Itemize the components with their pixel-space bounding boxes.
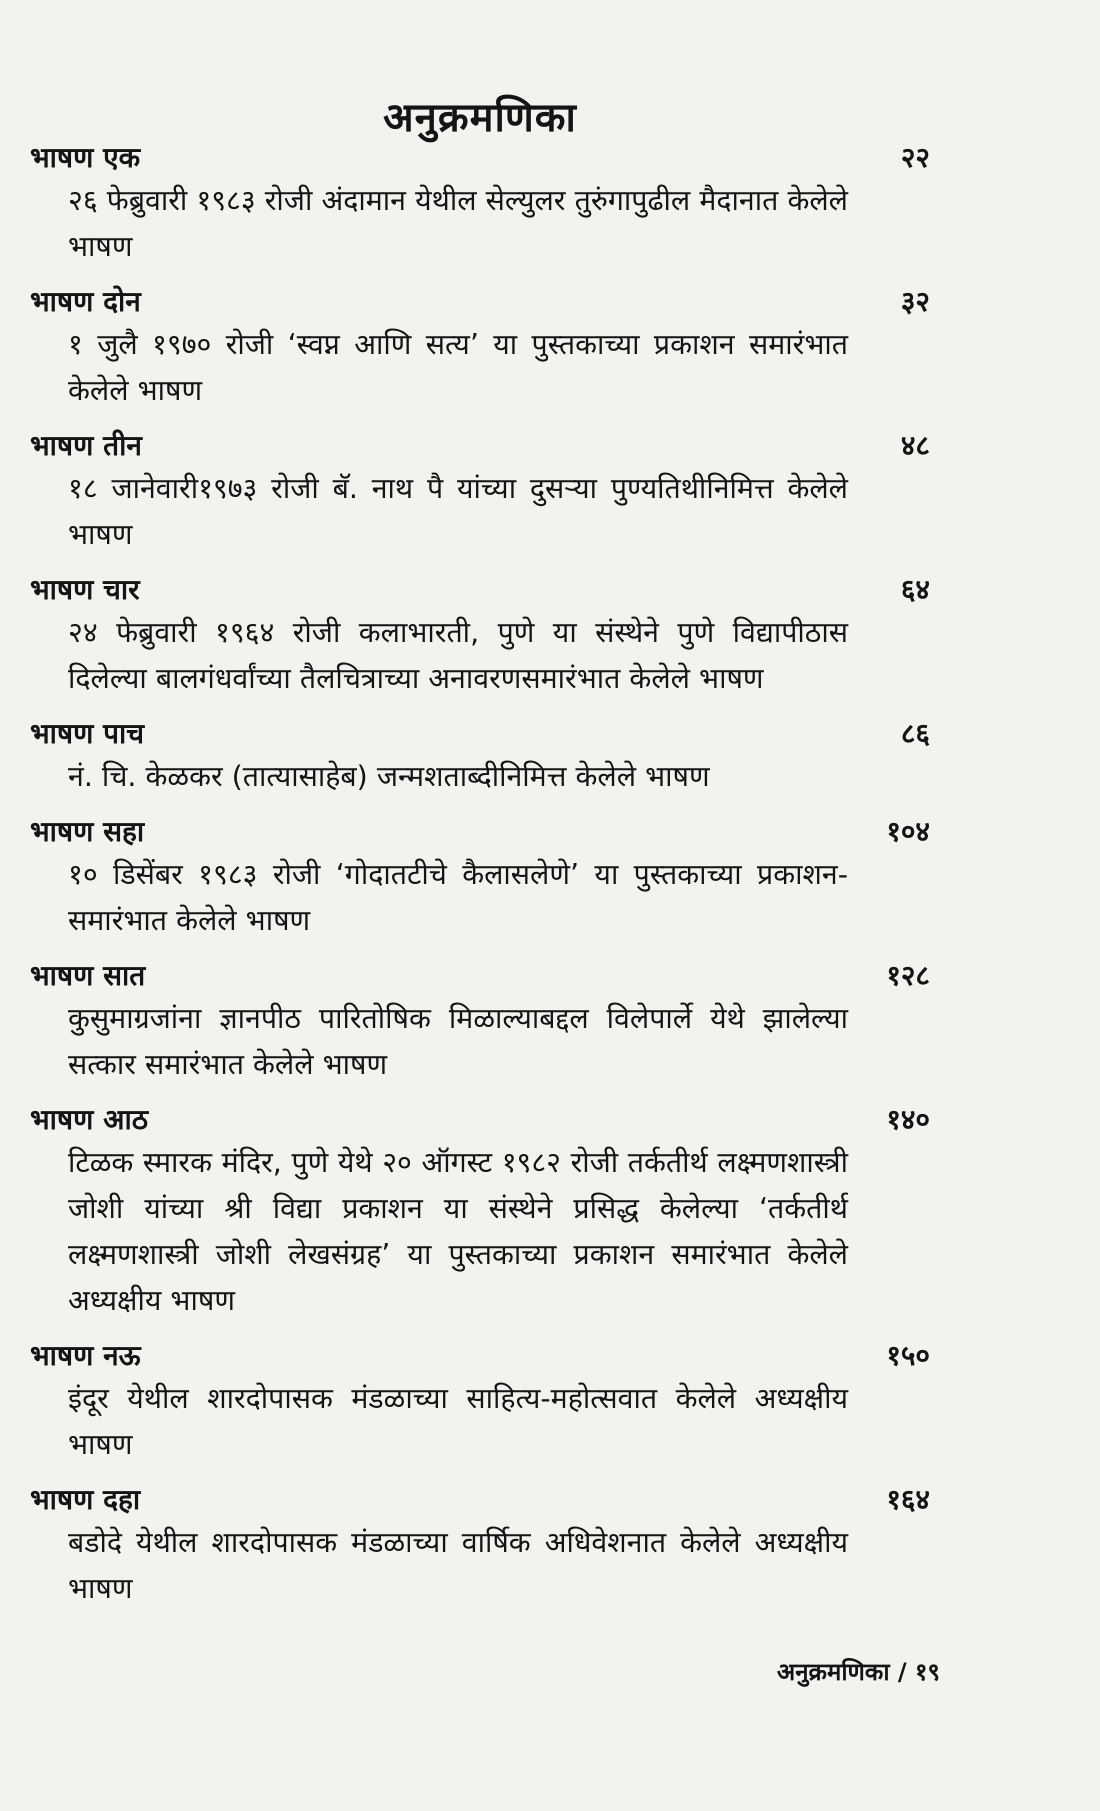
- entry-page-number: १०४: [886, 815, 930, 848]
- toc-entry: [30, 1336, 930, 1468]
- entry-label: भाषण दहा: [30, 1483, 141, 1516]
- entry-label: भाषण चार: [30, 573, 140, 606]
- toc-entry: [30, 570, 930, 702]
- entry-description: इंदूर येथील शारदोपासक मंडळाच्या साहित्य-महोत्सवात केलेले अध्यक्षीय भाषण: [68, 1382, 848, 1461]
- entry-label: भाषण सात: [30, 959, 146, 992]
- entry-page-number: १२८: [886, 959, 930, 992]
- entry-description: १० डिसेंबर १९८३ रोजी ‘गोदातटीचे कैलासलेणे’ या पुस्तकाच्या प्रकाशन-समारंभात केलेले भाषण: [68, 858, 848, 937]
- entry-description: टिळक स्मारक मंदिर, पुणे येथे २० ऑगस्ट १९८२ रोजी तर्कतीर्थ लक्ष्मणशास्त्री जोशी यांच्या श्री विद्या प्रकाशन या संस्थेने प्रसिद्ध केलेल्या ‘तर्कतीर्थ लक्ष्मणशास्त्री जोशी लेखसंग्रह’ या पुस्तकाच्या प्रकाशन समारंभात केलेले अध्यक्षीय भाषण: [68, 1146, 848, 1317]
- page-title: अनुक्रमणिका: [383, 95, 577, 141]
- entry-page-number: १६४: [886, 1483, 930, 1516]
- entry-description: १ जुलै १९७० रोजी ‘स्वप्न आणि सत्य’ या पुस्तकाच्या प्रकाशन समारंभात केलेले भाषण: [68, 328, 848, 407]
- entry-label: भाषण दोन: [30, 285, 141, 318]
- toc-entry: [30, 812, 930, 944]
- entry-page-number: २२: [900, 141, 930, 174]
- entry-description: २६ फेब्रुवारी १९८३ रोजी अंदामान येथील सेल्युलर तुरुंगापुढील मैदानात केलेले भाषण: [68, 184, 848, 263]
- entry-page-number: १४०: [886, 1103, 930, 1136]
- entry-label: भाषण सहा: [30, 815, 145, 848]
- entry-page-number: ६४: [900, 573, 930, 606]
- toc-entry: [30, 1100, 930, 1324]
- entry-description: २४ फेब्रुवारी १९६४ रोजी कलाभारती, पुणे या संस्थेने पुणे विद्यापीठास दिलेल्या बालगंधर्वांच्या तैलचित्राच्या अनावरणसमारंभात केलेले भाषण: [68, 616, 848, 695]
- toc-entry: [30, 956, 930, 1088]
- entry-label: भाषण तीन: [30, 429, 142, 462]
- entry-description: बडोदे येथील शारदोपासक मंडळाच्या वार्षिक अधिवेशनात केलेले अध्यक्षीय भाषण: [68, 1526, 848, 1605]
- toc-entry: [30, 1480, 930, 1612]
- entry-page-number: ४८: [900, 429, 930, 462]
- entry-description: नं. चि. केळकर (तात्यासाहेब) जन्मशताब्दीनिमित्त केलेले भाषण: [68, 760, 710, 793]
- toc-entry: [30, 426, 930, 558]
- entry-page-number: ८६: [900, 717, 930, 750]
- entry-page-number: १५०: [886, 1339, 930, 1372]
- toc-entry: [30, 714, 930, 800]
- entry-description: १८ जानेवारी१९७३ रोजी बॅ. नाथ पै यांच्या दुसऱ्या पुण्यतिथीनिमित्त केलेले भाषण: [68, 472, 848, 551]
- toc-entry: [30, 138, 930, 270]
- running-footer: अनुक्रमणिका / १९: [776, 1658, 940, 1686]
- toc-entry: [30, 282, 930, 414]
- entry-description: कुसुमाग्रजांना ज्ञानपीठ पारितोषिक मिळाल्याबद्दल विलेपार्ले येथे झालेल्या सत्कार समारंभात केलेले भाषण: [68, 1002, 848, 1081]
- entry-label: भाषण एक: [30, 141, 141, 174]
- entry-label: भाषण पाच: [30, 717, 145, 750]
- table-of-contents: [30, 138, 930, 1624]
- entry-label: भाषण नऊ: [30, 1339, 141, 1372]
- entry-label: भाषण आठ: [30, 1103, 148, 1136]
- entry-page-number: ३२: [900, 285, 930, 318]
